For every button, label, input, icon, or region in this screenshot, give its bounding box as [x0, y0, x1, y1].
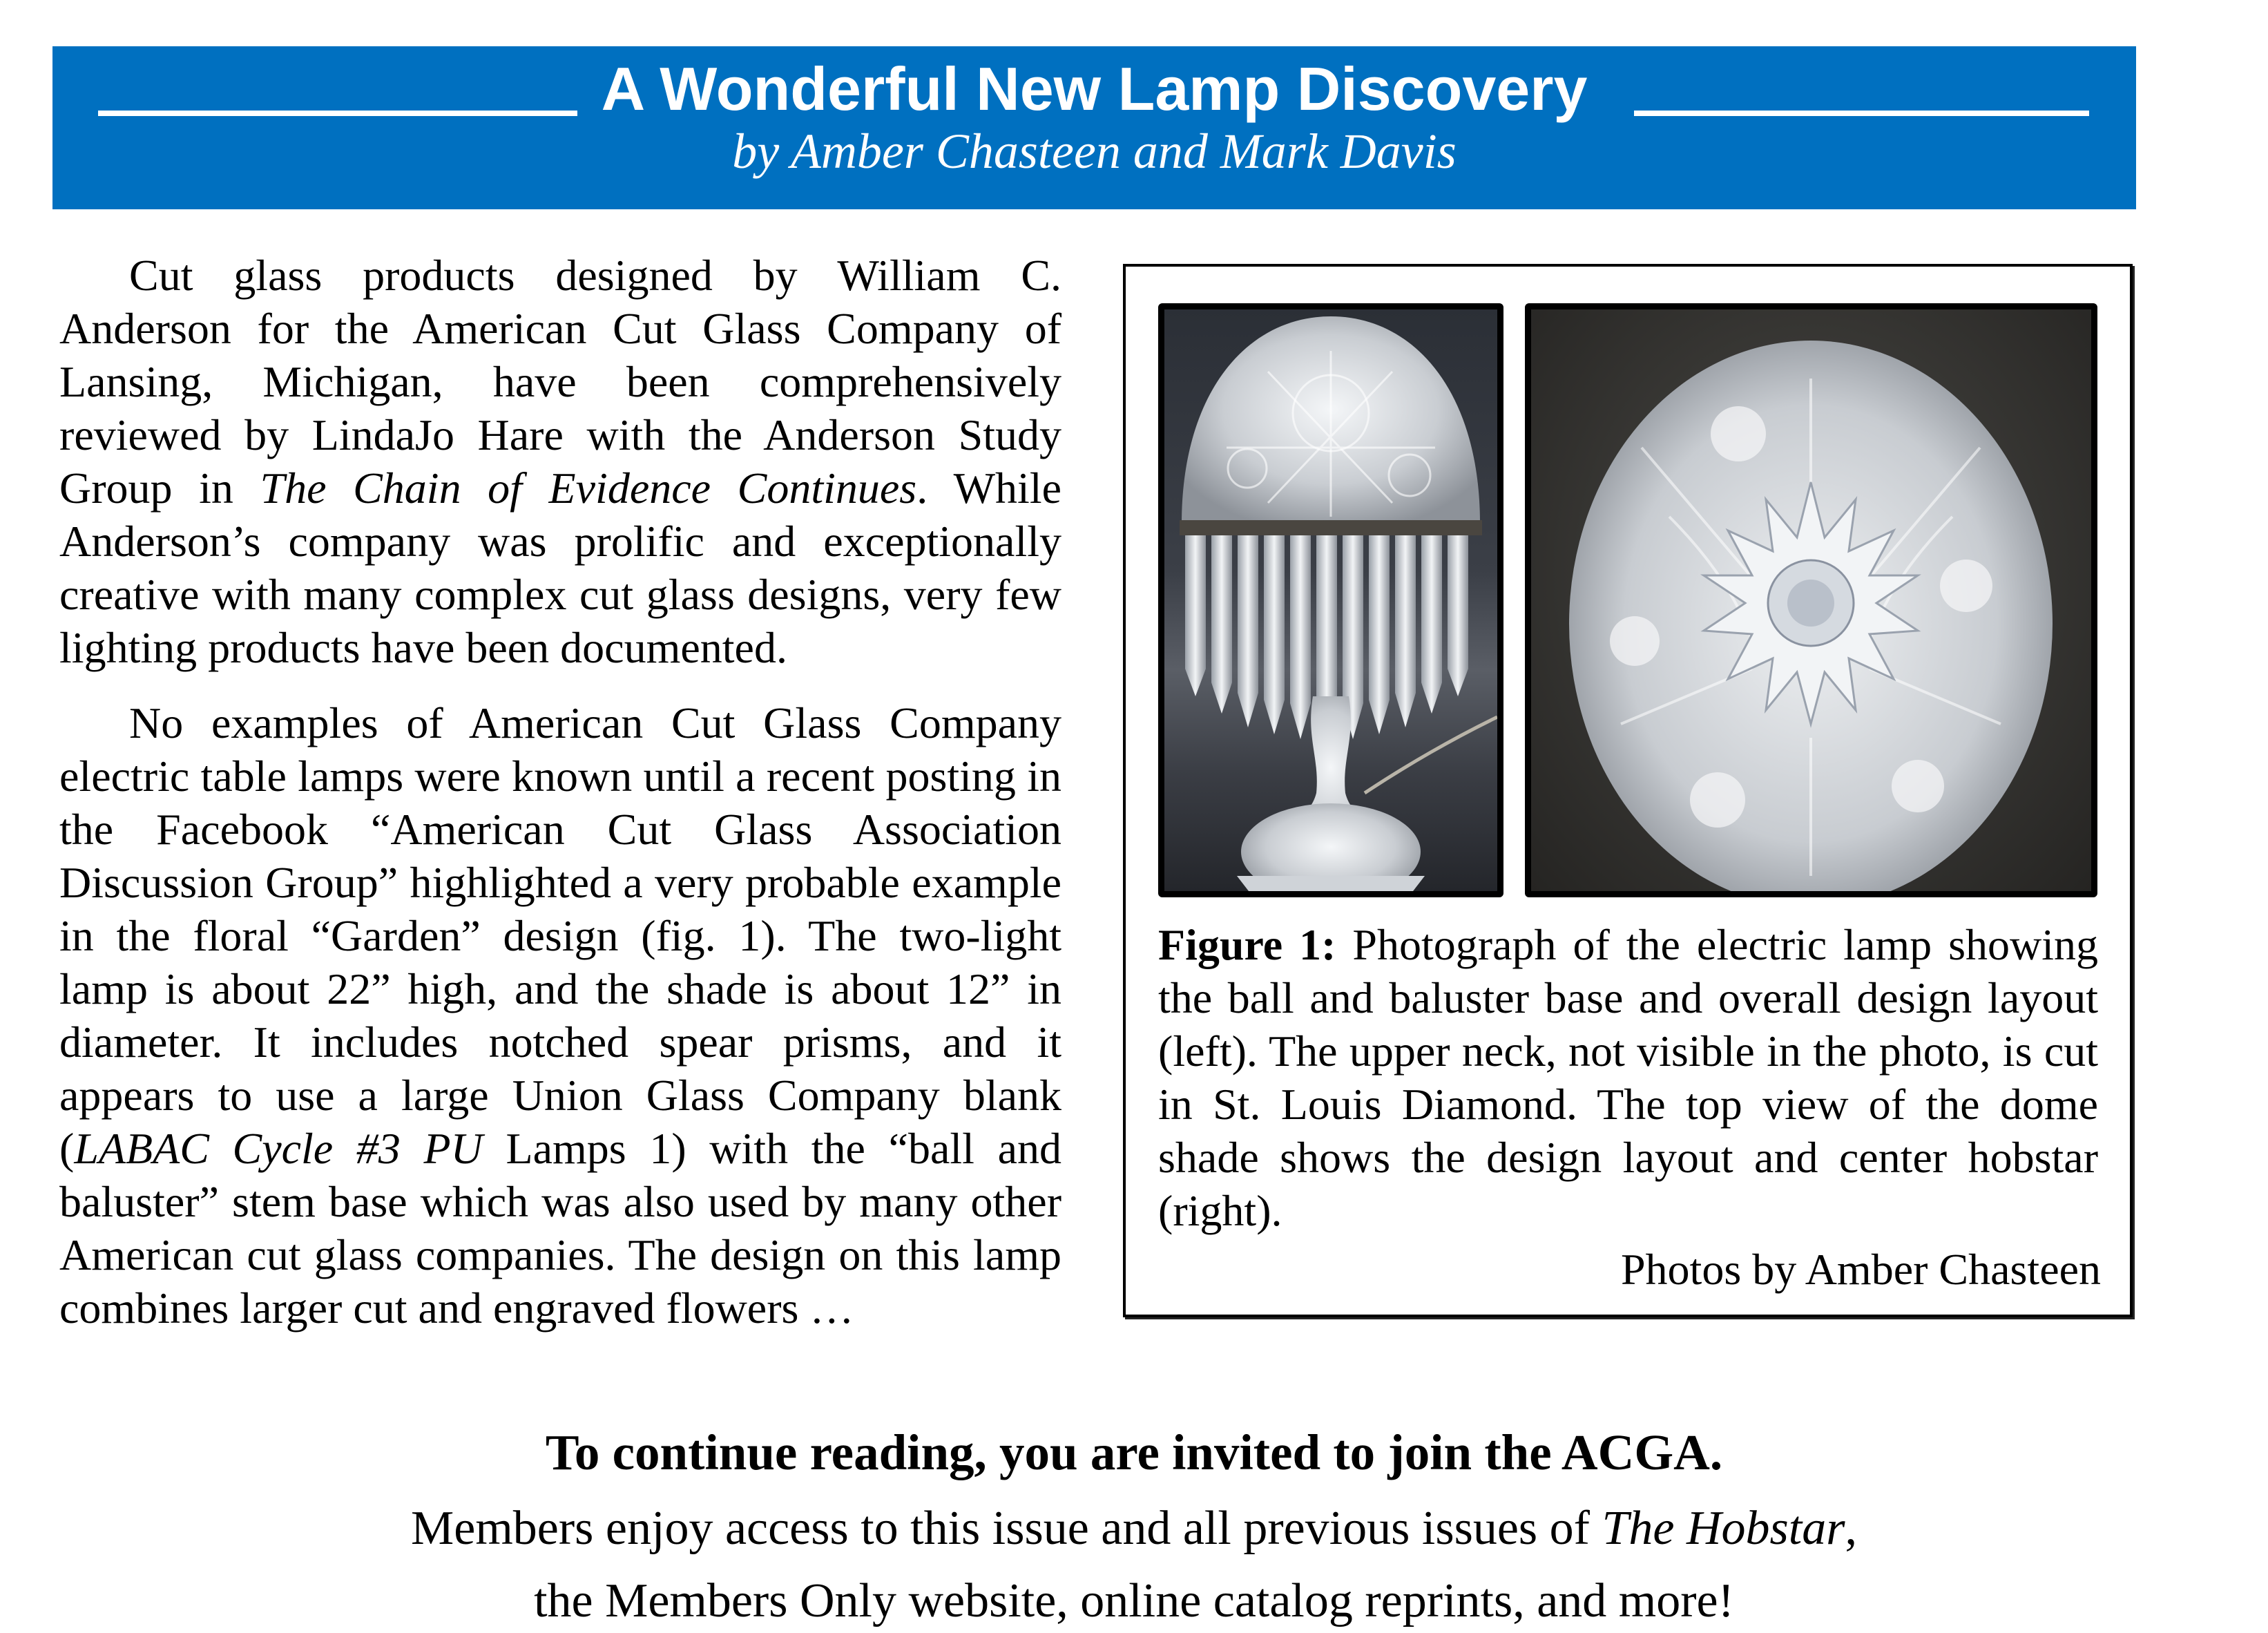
lamp-illustration [1164, 309, 1497, 891]
paragraph-2 [59, 696, 1061, 1335]
figure-caption [1158, 918, 2098, 1237]
caption-text: Photograph of the electric lamp showing the ball and baluster base and overall design layout (left). The upper neck, not visible in the photo, is cut in St. Louis Diamond. The top view of the dome shade shows the design layout and center hobstar (right). [1158, 920, 2099, 1235]
lamp-photo [1158, 303, 1503, 897]
dome-shade-illustration [1531, 309, 2091, 891]
catalog-reference: LABAC Cycle #3 PU [74, 1124, 483, 1173]
article-body [59, 249, 1061, 1335]
article-byline: by Amber Chasteen and Mark Davis [732, 124, 1457, 179]
paragraph-text: Cut glass products designed by William C. Anderson for the American Cut Glass Company of Lansing, Michigan, have been comprehensively reviewed by LindaJo Hare with the Anderson Study Group in [59, 251, 1061, 513]
book-title: The Chain of Evidence Continues [260, 464, 917, 513]
paragraph-1 [59, 249, 1061, 674]
membership-invitation: To continue reading, you are invited to join the ACGA. [545, 1424, 1723, 1480]
benefits-text: Members enjoy access to this issue and all previous issues of [411, 1502, 1602, 1555]
title-banner [52, 46, 2136, 209]
photo-credit: Photos by Amber Chasteen [1620, 1245, 2101, 1294]
dome-shade-photo [1525, 303, 2097, 897]
article-title: A Wonderful New Lamp Discovery [601, 55, 1588, 123]
paragraph-text: No examples of American Cut Glass Company electric table lamps were known until a recent posting in the Facebook “American Cut Glass Association Discussion Group” highlighted a very probable example in the floral “Garden” design (fig. 1). The two-light lamp is about 22” high, and the shade is about 12” in diameter. It includes notched spear prisms, and it appears to use a large Union Glass Company blank ( [59, 698, 1061, 1173]
membership-benefits-line-1 [0, 1498, 2268, 1560]
paragraph-text: Lamps 1) with the “ball and baluster” stem base which was also used by many other American cut glass companies. The design on this lamp combines larger cut and engraved flowers … [59, 1124, 1062, 1333]
publication-title: The Hobstar [1602, 1502, 1845, 1555]
caption-label: Figure 1: [1158, 920, 1336, 969]
membership-benefits-line-2: the Members Only website, online catalog reprints, and more! [534, 1574, 1734, 1627]
figure-1 [1123, 264, 2133, 1317]
paragraph-text: . While Anderson’s company was prolific and exceptionally creative with many complex cut glass designs, very few lighting products have been documented. [59, 464, 1061, 672]
benefits-text: , [1845, 1502, 1857, 1555]
